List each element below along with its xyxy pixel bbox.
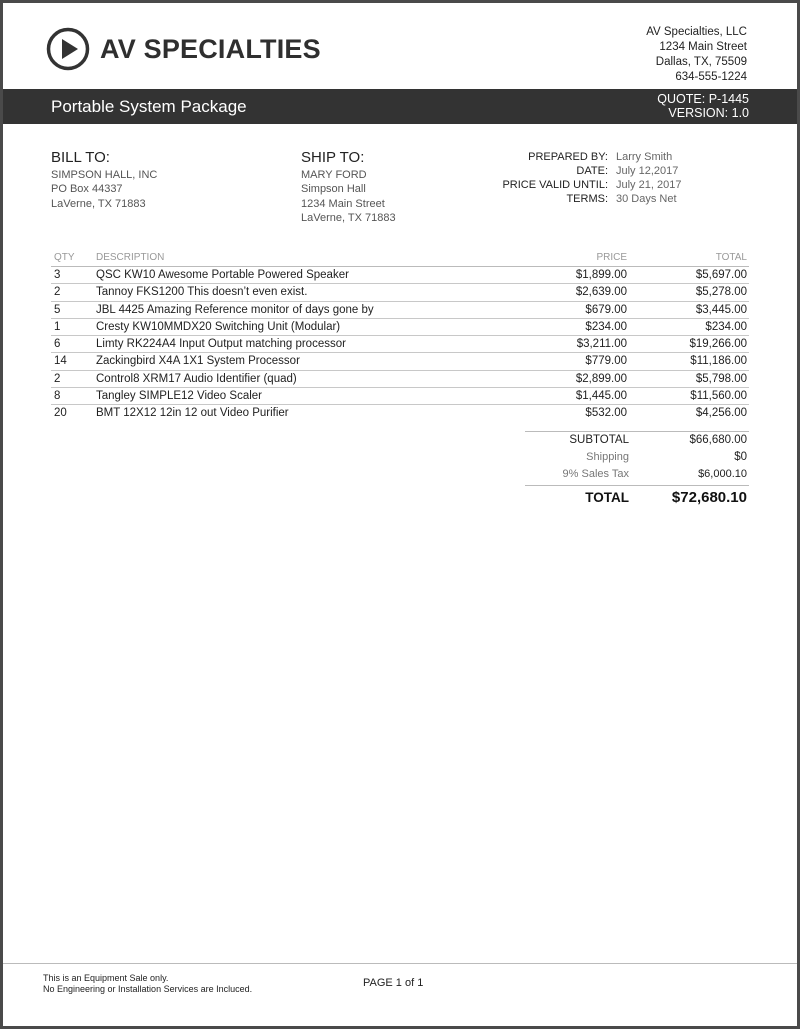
quote-version: VERSION: 1.0 <box>668 106 749 120</box>
table-row <box>51 284 749 301</box>
meta-value: July 12,2017 <box>616 165 679 177</box>
tax-row <box>525 466 749 483</box>
header-price: PRICE <box>596 252 627 263</box>
row-qty: 6 <box>54 338 61 351</box>
quote-meta <box>463 150 681 206</box>
company-address <box>646 25 747 85</box>
tax-value: $6,000.10 <box>698 468 747 480</box>
subtotal-label: SUBTOTAL <box>569 434 629 446</box>
row-price: $3,211.00 <box>576 338 627 351</box>
disclaimer-line: This is an Equipment Sale only. <box>43 973 169 983</box>
row-description: Limty RK224A4 Input Output matching processor <box>96 338 346 351</box>
row-qty: 8 <box>54 390 61 403</box>
row-total: $11,560.00 <box>690 390 747 403</box>
table-row <box>51 371 749 388</box>
row-price: $2,899.00 <box>575 372 627 385</box>
row-price: $779.00 <box>585 355 627 368</box>
row-total: $5,278.00 <box>695 286 747 299</box>
tax-label: 9% Sales Tax <box>562 468 629 480</box>
meta-terms <box>463 192 681 206</box>
row-price: $532.00 <box>585 407 627 420</box>
meta-label: PRICE VALID UNTIL: <box>502 179 608 191</box>
row-total: $5,697.00 <box>695 269 747 281</box>
header-qty: QTY <box>54 252 75 263</box>
disclaimer-line: No Engineering or Installation Services are Incluced. <box>43 984 253 994</box>
table-row <box>51 405 749 421</box>
grand-total-label: TOTAL <box>585 490 629 505</box>
company-logo <box>46 27 321 71</box>
row-description: Tangley SIMPLE12 Video Scaler <box>96 390 262 403</box>
table-row <box>51 319 749 336</box>
table-row <box>51 353 749 370</box>
row-qty: 5 <box>54 303 61 316</box>
table-row <box>51 388 749 405</box>
row-description: JBL 4425 Amazing Reference monitor of days gone by <box>96 303 374 316</box>
line-items-table <box>51 252 749 422</box>
meta-label: PREPARED BY: <box>528 151 608 163</box>
ship-to-block <box>301 151 396 226</box>
logo-text: AV SPECIALTIES <box>100 33 321 64</box>
meta-date <box>463 164 681 178</box>
shipping-row <box>525 449 749 466</box>
table-body <box>51 267 749 422</box>
quote-number: QUOTE: P-1445 <box>657 92 749 106</box>
meta-value: July 21, 2017 <box>616 179 682 191</box>
meta-prepared-by <box>463 150 681 164</box>
ship-to-title: SHIP TO: <box>301 149 365 166</box>
row-price: $1,899.00 <box>575 269 627 281</box>
bill-to-line: LaVerne, TX 71883 <box>51 197 146 210</box>
title-banner <box>3 89 797 124</box>
row-total: $5,798.00 <box>695 372 747 385</box>
row-total: $234.00 <box>705 320 747 333</box>
page-number: PAGE 1 of 1 <box>363 977 424 989</box>
row-price: $2,639.00 <box>575 286 627 299</box>
ship-to-line: Simpson Hall <box>301 183 366 195</box>
row-description: Cresty KW10MMDX20 Switching Unit (Modular) <box>96 320 341 333</box>
row-qty: 2 <box>54 286 61 299</box>
company-street: 1234 Main Street <box>659 41 747 53</box>
footer-divider <box>3 963 797 964</box>
row-price: $679.00 <box>585 303 627 316</box>
meta-value: 30 Days Net <box>616 193 677 205</box>
shipping-label: Shipping <box>586 451 629 463</box>
header-total: TOTAL <box>715 252 747 263</box>
ship-to-line: LaVerne, TX 71883 <box>301 212 396 224</box>
row-description: BMT 12X12 12in 12 out Video Purifier <box>96 407 289 420</box>
row-description: Control8 XRM17 Audio Identifier (quad) <box>96 372 297 385</box>
header-description: DESCRIPTION <box>96 252 165 263</box>
row-total: $3,445.00 <box>695 303 747 316</box>
meta-label: DATE: <box>576 165 608 177</box>
company-phone: 634-555-1224 <box>675 71 747 83</box>
shipping-value: $0 <box>734 451 747 463</box>
ship-to-line: MARY FORD <box>301 168 367 181</box>
row-description: Zackingbird X4A 1X1 System Processor <box>96 355 300 368</box>
meta-valid-until <box>463 178 681 192</box>
row-description: QSC KW10 Awesome Portable Powered Speaker <box>96 269 349 281</box>
row-price: $1,445.00 <box>575 390 627 403</box>
row-qty: 14 <box>54 355 67 368</box>
subtotal-row <box>525 432 749 449</box>
table-row <box>51 267 749 284</box>
table-header <box>51 252 749 267</box>
bill-to-line: SIMPSON HALL, INC <box>51 168 158 181</box>
row-total: $19,266.00 <box>689 338 747 351</box>
ship-to-line: 1234 Main Street <box>301 197 385 210</box>
subtotal-value: $66,680.00 <box>689 434 747 446</box>
row-total: $4,256.00 <box>695 407 747 420</box>
row-qty: 20 <box>54 407 67 420</box>
footer-disclaimer <box>43 973 252 995</box>
table-row <box>51 336 749 353</box>
grand-total-row <box>525 485 749 508</box>
bill-to-title: BILL TO: <box>51 149 110 166</box>
row-qty: 2 <box>54 372 61 385</box>
row-total: $11,186.00 <box>690 355 747 368</box>
quote-info <box>657 92 749 120</box>
row-qty: 3 <box>54 269 61 281</box>
bill-to-block <box>51 151 157 211</box>
meta-value: Larry Smith <box>616 151 673 163</box>
document-title: Portable System Package <box>51 97 247 116</box>
grand-total-value: $72,680.10 <box>671 489 747 506</box>
meta-label: TERMS: <box>566 193 608 205</box>
table-row <box>51 302 749 319</box>
row-price: $234.00 <box>585 320 627 333</box>
row-description: Tannoy FKS1200 This doesn’t even exist. <box>96 286 308 299</box>
row-qty: 1 <box>54 320 61 333</box>
play-circle-icon <box>46 27 90 71</box>
company-city: Dallas, TX, 75509 <box>655 56 747 68</box>
company-name: AV Specialties, LLC <box>646 26 747 38</box>
totals-block <box>525 431 749 508</box>
bill-to-line: PO Box 44337 <box>51 183 123 195</box>
